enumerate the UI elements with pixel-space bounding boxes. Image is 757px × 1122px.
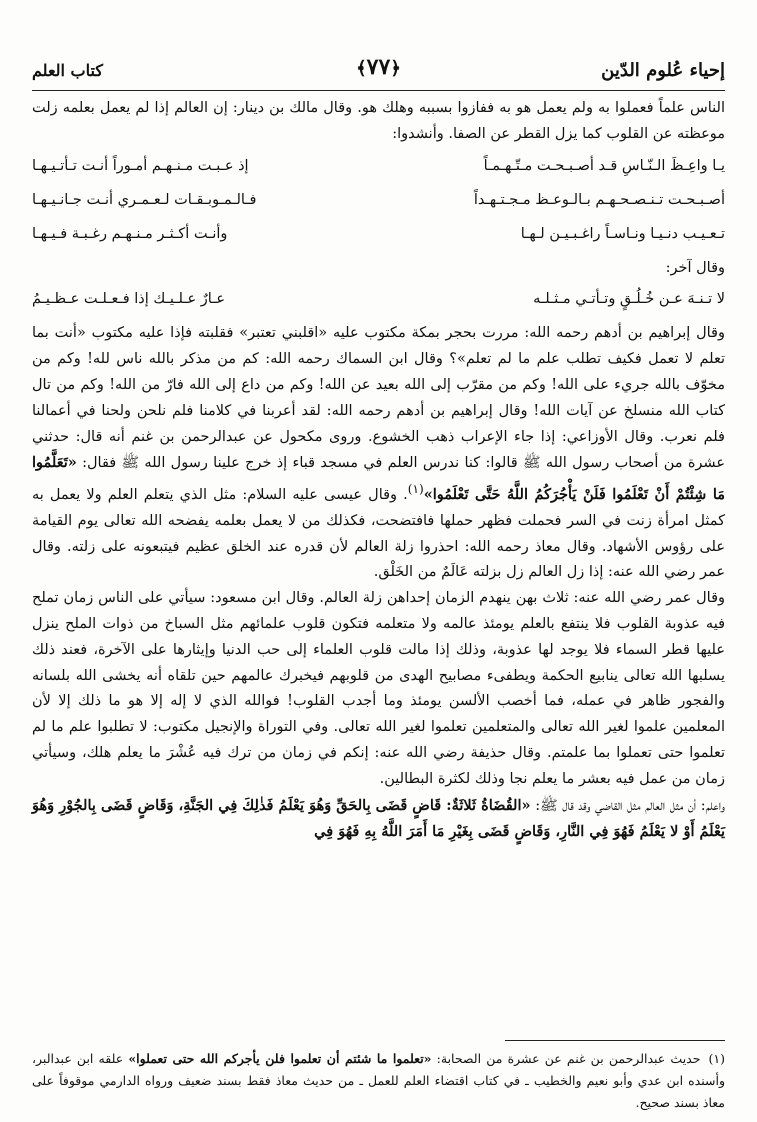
section-title: كتاب العلم — [32, 60, 103, 80]
paragraph-2-text: وقال إبراهيم بن أدهم رحمه الله: مررت بحجر بمكة مكتوب عليه «اقلبني تعتبر» فقلبته فإذا عليه مكتوب «أنت بما تعلم لا تعمل فكيف تطلب علم ما لم تعلم»؟ وقال ابن السماك رحمه الله: كم من مذكر بالله ناس لله! وكم من مخوّف بالله جريء على الله! وكم من مقرّب إلى الله بعيد عن الله! وكم من داع إلى الله فارّ من الله! وكم من تال كتاب الله منسلخ عن آيات الله! وقال إبراهيم بن أدهم رحمه الله: لقد أعربنا في كلامنا فلم نلحن ولحنا في أعمالنا فلم نعرب. وقال الأوزاعي: إذا جاء الإعراب ذهب الخشوع. وروى مكحول عن عبدالرحمن بن غنم أنه قال: حدثني عشرة من أصحاب رسول الله ﷺ قالوا: كنا ندرس العلم في مسجد قباء إذ خرج علينا رسول الله ﷺ فقال: — [32, 325, 726, 472]
verse-line — [32, 150, 725, 184]
footnote-lead: حديث عبدالرحمن بن غنم عن عشرة من الصحابة: — [436, 1051, 701, 1066]
poem-verses-2 — [32, 283, 725, 317]
footnote — [32, 1048, 725, 1114]
ornament-bracket-icon: ﴾ — [356, 58, 367, 79]
verse-second-hemistich: وأنـت أكـثـر مـنـهـم رغـبـة فـيـهـا — [32, 225, 228, 242]
verse-line — [32, 283, 725, 317]
page-header — [32, 50, 725, 91]
footnote-separator — [505, 1040, 725, 1041]
main-text — [32, 96, 725, 846]
paragraph-2-continued: . وقال عيسى عليه السلام: مثل الذي يتعلم العلم ولا يعمل به كمثل امرأة زنت في السر فحملت فظهر حملها فافتضحت، فكذلك من لا يعمل بعلمه يفضحه الله تعالى يوم القيامة على رؤوس الأشهاد. وقال معاذ رحمه الله: احذروا زلة العالم لأن قدره عند الخلق عظيم فيتبعونه على زلته. وقال عمر رضي الله عنه: إذا زل العالم زل بزلته عَالَمٌ من الخَلْق. — [32, 487, 725, 581]
verse-line — [32, 218, 725, 252]
verse-intro-label: وقال آخر: — [665, 259, 725, 276]
verse-first-hemistich: أصـبـحـت تـنـصـحـهـم بـالـوعـظ مـجـتـهـداً — [473, 191, 725, 208]
paragraph-1: الناس علماً فعملوا به ولم يعمل هو به ففازوا بسببه وهلك هو. وقال مالك بن دينار: إن العالم إذا لم يعمل بعلمه زلت موعظته عن القلوب كما يزل القطر عن الصفا. وأنشدوا: — [32, 100, 725, 142]
footnote-hadith-quote: «تعلموا ما شئتم أن تعلموا فلن يأجركم الله حتى تعملوا» — [128, 1051, 432, 1066]
verse-second-hemistich: فـالـمـوبـقـات لـعـمـري أنـت جـانـيـهـا — [32, 191, 257, 208]
footnote-text: علقه ابن عبدالبر، وأسنده ابن عدي وأبو نعيم والخطيب ـ في كتاب اقتضاء العلم للعمل ـ من حديث معاذ فقط بسند ضعيف ورواه الدارمي موقوفاً على معاذ بسند صحيح. — [32, 1051, 725, 1110]
paragraph-3: وقال عمر رضي الله عنه: ثلاث بهن ينهدم الزمان إحداهن زلة العالم. وقال ابن مسعود: سيأتي على الناس زمان تملح فيه عذوبة القلوب فلا ينتفع بالعلم يومئذ عالمه ولا متعلمه فتكون قلوب علمائهم مثل السباخ من ذوات الملح ينزل عليها قطر السماء فلا يوجد لها عذوبة، وذلك إذا مالت قلوب العلماء إلى حب الدنيا وإيثارها على الآخرة، فعند ذلك يسلبها الله تعالى ينابيع الحكمة ويطفىء مصابيح الهدى من قلوبهم فيخبرك عالمهم حين تلقاه أنه يخشى الله بلسانه والفجور ظاهر في عمله، فما أخصب الألسن يومئذ وما أجدب القلوب! فوالله الذي لا إله إلا هو ما ذلك إلا لأن المعلمين علموا لغير الله تعالى والمتعلمين تعلموا لغير الله تعالى. وفي التوراة والإنجيل مكتوب: لا تطلبوا علم ما لم تعلموا حتى تعملوا بما علمتم. وقال حذيفة رضي الله عنه: إنكم في زمان من ترك فيه عُشْرَ ما يعلم هلك، وسيأتي زمان من عمل فيه بعشر ما يعلم نجا وذلك لكثرة البطالين. — [32, 590, 725, 787]
hadith-quote: «القُضَاةُ ثَلاثَةٌ: قَاضٍ قَضَى بِالحَقِّ وَهُوَ يَعْلَمُ فَذٰلِكَ فِي الجَنَّةِ، وَقَاضٍ قَضَى بِالجُوْرِ وَهُوَ يَعْلَمُ أَوْ لا يَعْلَمُ فَهُوَ فِي النَّارِ، وَقَاضٍ قَضَى بِغَيْرِ مَا أَمَرَ اللَّهُ بِهِ فَهُوَ فِي — [32, 796, 725, 841]
book-title: إحياء عُلوم الدّين — [601, 59, 725, 81]
paragraph-4 — [32, 793, 725, 847]
footnote-reference[interactable]: (١) — [407, 482, 424, 497]
paragraph-2 — [32, 321, 725, 586]
hadith-quote: «تَعَلَّمُوا مَا شِئْتُمْ أَنْ تَعْلَمُوا فَلَنْ يَأْجُرَكُمُ اللَّهُ حَتَّى تَعْلَمُوا» — [32, 454, 726, 503]
verse-second-hemistich: إذ عـبـت مـنـهـم أمـوراً أنـت تـأتـيـهـا — [32, 157, 249, 174]
verse-line — [32, 184, 725, 218]
verse-first-hemistich: يـا واعِـظَ الـنّـاسِ قـد أصـبـحـت مـتّـهـمـاً — [483, 157, 725, 174]
page-number — [356, 54, 401, 80]
poem-verses-1 — [32, 150, 725, 252]
verse-first-hemistich: تـعـيـب دنـيـا ونـاسـاً راغـبـيـن لـهـا — [520, 225, 725, 242]
footnote-number: (١) — [708, 1051, 725, 1066]
verse-first-hemistich: لا تـنـهَ عـن خُـلُـقٍ وتـأتـي مـثـلـه — [533, 291, 725, 308]
ornament-bracket-icon: ﴿ — [390, 58, 401, 79]
page-number-value: ٧٧ — [366, 54, 391, 80]
paragraph-4-intro: واعلم: أن مثل العالم مثل القاضي وقد قال ﷺ: — [535, 797, 726, 814]
verse-second-hemistich: عـارٌ عـلـيـك إذا فـعـلـت عـظـيـمُ — [32, 291, 226, 308]
